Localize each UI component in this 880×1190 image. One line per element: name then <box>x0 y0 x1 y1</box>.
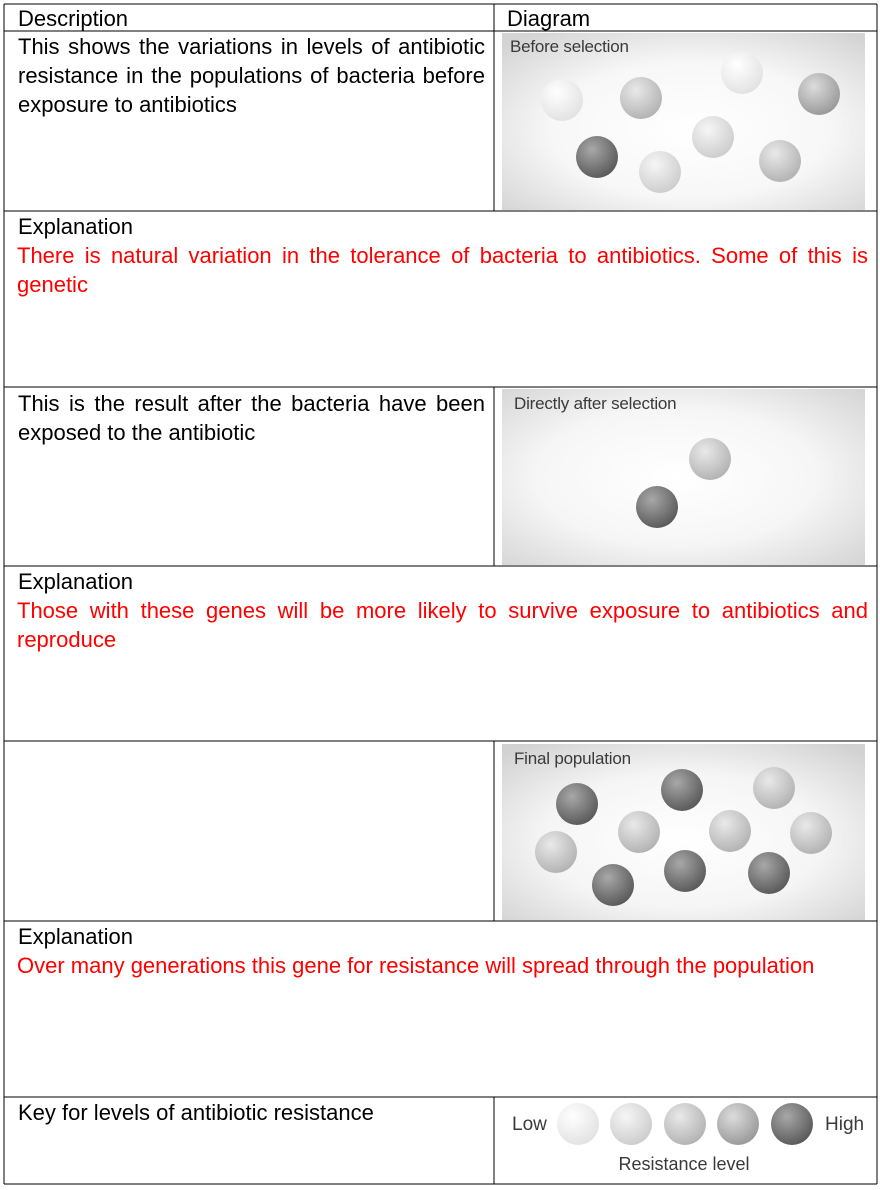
row-1-explanation-label: Explanation <box>18 214 133 239</box>
after-selection-title: Directly after selection <box>514 394 677 413</box>
header-description: Description <box>18 6 129 31</box>
row-2-explanation: Those with these genes will be more likely to survive exposure to antibiotics and reproduce <box>17 598 868 652</box>
key-level-4 <box>717 1103 759 1145</box>
key-level-1 <box>557 1103 599 1145</box>
key-description: Key for levels of antibiotic resistance <box>18 1100 374 1125</box>
resistance-key-figure <box>500 1099 865 1183</box>
bacterium <box>639 151 681 193</box>
bacterium <box>790 812 832 854</box>
diagram-final-population <box>502 744 865 920</box>
bacterium <box>798 73 840 115</box>
header-diagram: Diagram <box>507 6 591 31</box>
row-3-explanation: Over many generations this gene for resistance will spread through the population <box>17 953 815 978</box>
bacterium <box>709 810 751 852</box>
resistance-key <box>500 1099 865 1183</box>
key-caption: Resistance level <box>618 1154 750 1174</box>
bacterium <box>661 769 703 811</box>
bacterium <box>636 486 678 528</box>
bacterium <box>664 850 706 892</box>
key-low-label: Low <box>512 1114 547 1135</box>
before-selection-title: Before selection <box>510 37 629 56</box>
key-level-3 <box>664 1103 706 1145</box>
bacterium <box>759 140 801 182</box>
bacterium <box>556 783 598 825</box>
bacterium <box>576 136 618 178</box>
final-population-title: Final population <box>514 749 631 768</box>
row-1-description: This shows the variations in levels of antibiotic resistance in the populations of bacteria before exposure to antibiotics <box>18 34 485 117</box>
bacterium <box>748 852 790 894</box>
bacterium <box>689 438 731 480</box>
bacterium <box>541 79 583 121</box>
before-selection-figure <box>502 33 865 210</box>
bacterium <box>721 52 763 94</box>
after-selection-figure <box>502 389 865 565</box>
row-1-explanation: There is natural variation in the tolerance of bacteria to antibiotics. Some of this is genetic <box>17 243 868 297</box>
diagram-directly-after-selection <box>502 389 865 565</box>
bacterium <box>753 767 795 809</box>
final-population-figure <box>502 744 865 920</box>
key-level-5 <box>771 1103 813 1145</box>
bacterium <box>692 116 734 158</box>
bacterium <box>592 864 634 906</box>
bacterium <box>618 811 660 853</box>
row-2-explanation-label: Explanation <box>18 569 133 594</box>
bacterium <box>620 77 662 119</box>
key-level-2 <box>610 1103 652 1145</box>
key-high-label: High <box>825 1114 865 1135</box>
row-2-description: This is the result after the bacteria have been exposed to the antibiotic <box>18 391 485 445</box>
row-3-explanation-label: Explanation <box>18 924 133 949</box>
diagram-before-selection <box>502 33 865 210</box>
bacterium <box>535 831 577 873</box>
